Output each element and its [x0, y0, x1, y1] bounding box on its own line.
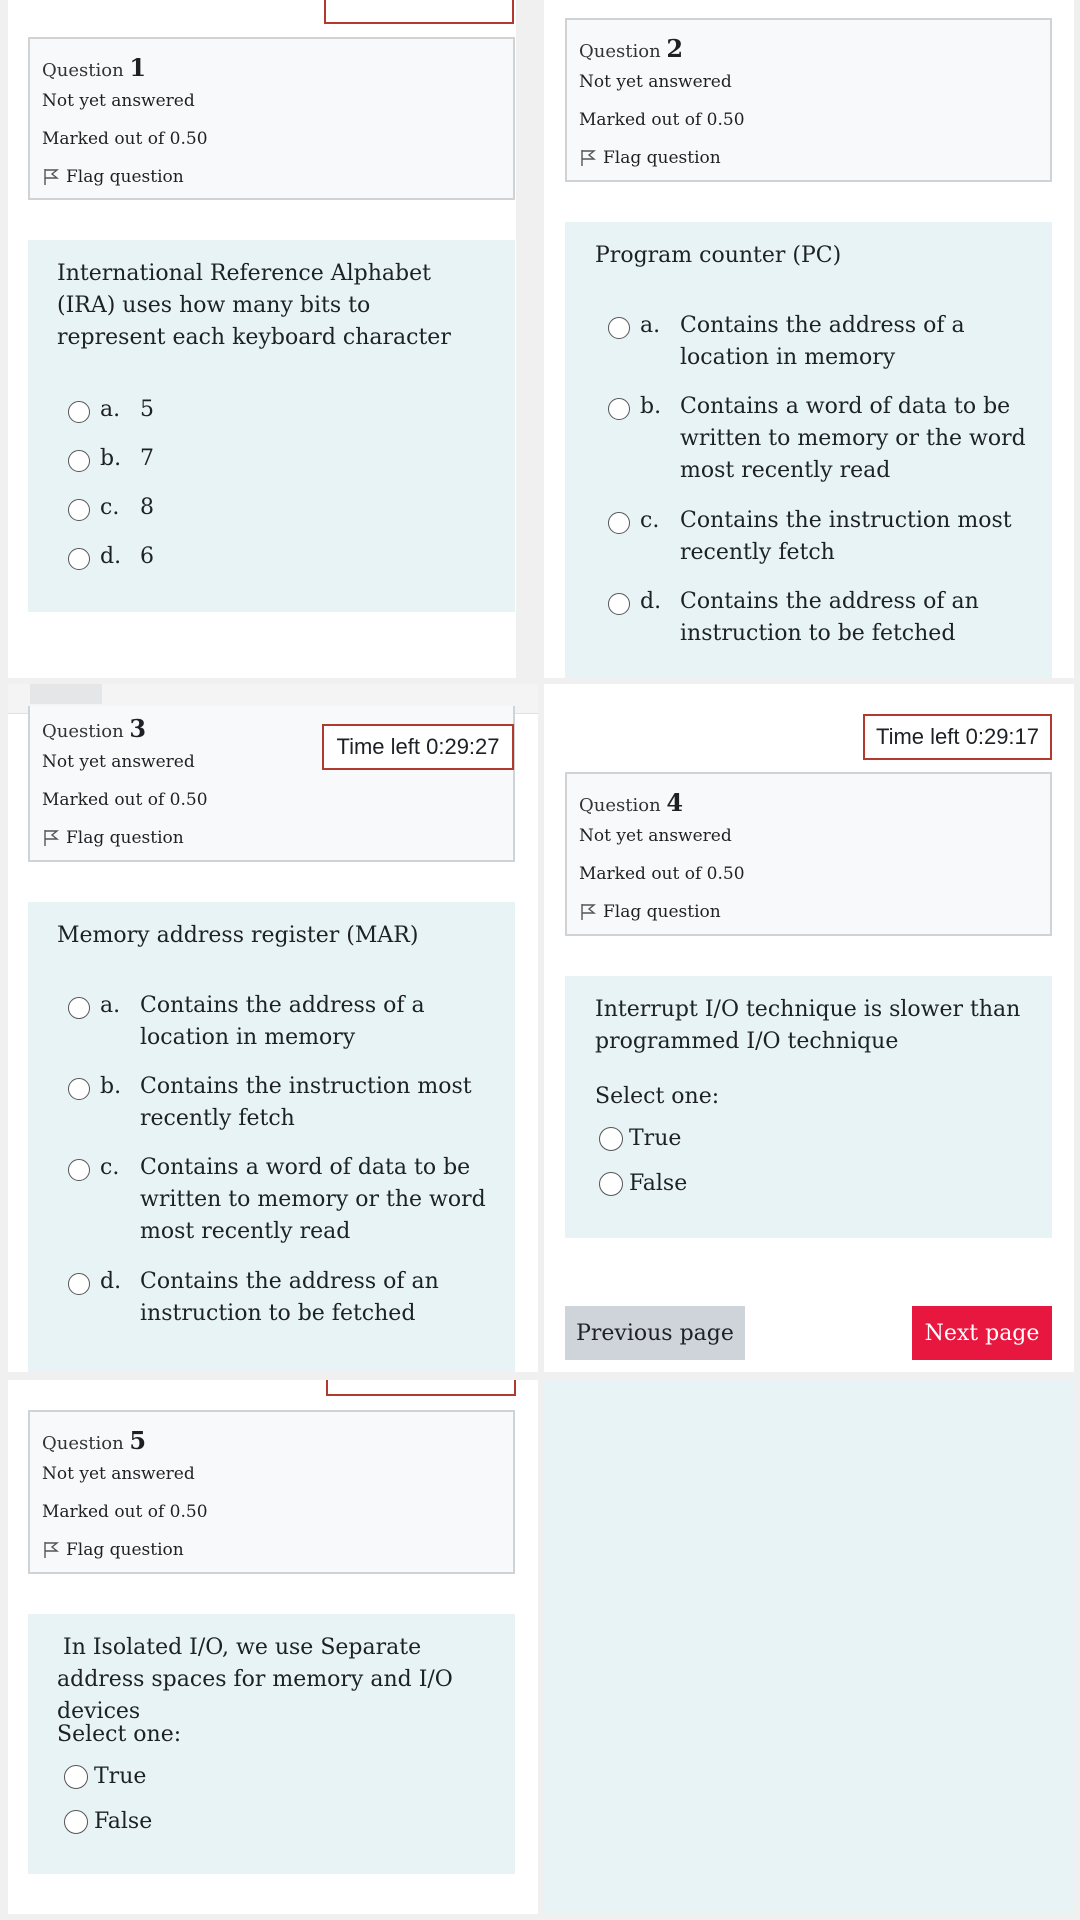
radio-button[interactable] [68, 997, 90, 1019]
question-content [565, 976, 1052, 1238]
question-info-box [28, 1410, 515, 1574]
empty-question-area [544, 1380, 1074, 1914]
question-content [28, 1614, 515, 1874]
question-text: Program counter (PC) [595, 243, 842, 268]
answer-option-b[interactable]: b. Contains a word of data to be written to memory or the word most recently read [608, 391, 1038, 487]
flag-icon [42, 829, 60, 847]
answer-option-b[interactable]: b. Contains the instruction most recently fetch [68, 1071, 498, 1135]
question-info-box [565, 772, 1052, 936]
flag-question-link[interactable]: Flag question [42, 167, 184, 187]
true-option[interactable]: True [64, 1764, 146, 1789]
radio-button[interactable] [608, 593, 630, 615]
radio-button[interactable] [68, 1078, 90, 1100]
true-option[interactable]: True [599, 1126, 681, 1151]
question-marks: Marked out of 0.50 [42, 1502, 208, 1522]
flag-icon [579, 903, 597, 921]
radio-button[interactable] [68, 548, 90, 570]
answer-option-b[interactable]: b. 7 [68, 443, 488, 475]
radio-button[interactable] [64, 1810, 88, 1834]
question-text: In Isolated I/O, we use Separate address spaces for memory and I/O devices [57, 1635, 453, 1724]
false-option[interactable]: False [64, 1809, 152, 1834]
question-number: Question 3 [42, 714, 147, 743]
answer-option-a[interactable]: a. Contains the address of a location in memory [608, 310, 1038, 374]
flag-question-link[interactable]: Flag question [579, 148, 721, 168]
radio-button[interactable] [68, 1273, 90, 1295]
screenshot-panel-q5 [8, 1380, 538, 1914]
question-content [28, 902, 515, 1372]
question-info-box [565, 18, 1052, 182]
question-state: Not yet answered [42, 1464, 195, 1484]
timer-box-clipped [326, 1380, 516, 1396]
question-marks: Marked out of 0.50 [42, 790, 208, 810]
question-number: Question 5 [42, 1426, 147, 1455]
question-number: Question 4 [579, 788, 684, 817]
flag-question-link[interactable]: Flag question [42, 1540, 184, 1560]
radio-button[interactable] [599, 1127, 623, 1151]
screenshot-panel-q3 [8, 684, 538, 1372]
answer-option-c[interactable]: c. Contains a word of data to be written to memory or the word most recently read [68, 1152, 498, 1248]
flag-question-link[interactable]: Flag question [579, 902, 721, 922]
question-content [28, 240, 515, 612]
next-page-button[interactable]: Next page [912, 1306, 1052, 1360]
answer-option-d[interactable]: d. Contains the address of an instruction to be fetched [608, 586, 1038, 650]
false-option[interactable]: False [599, 1171, 687, 1196]
select-one-label: Select one: [595, 1084, 720, 1109]
timer-box: Time left 0:29:27 [322, 724, 514, 770]
answer-option-d[interactable]: d. 6 [68, 541, 488, 573]
select-one-label: Select one: [57, 1722, 182, 1747]
toolbar-remnant-tab [30, 684, 102, 704]
timer-box-clipped [324, 0, 514, 24]
previous-page-button[interactable]: Previous page [565, 1306, 745, 1360]
answer-option-c[interactable]: c. Contains the instruction most recently fetch [608, 505, 1038, 569]
flag-icon [42, 1541, 60, 1559]
radio-button[interactable] [608, 512, 630, 534]
question-info-box [28, 37, 515, 200]
radio-button[interactable] [608, 398, 630, 420]
question-marks: Marked out of 0.50 [579, 110, 745, 130]
answer-option-a[interactable]: a. Contains the address of a location in memory [68, 990, 498, 1054]
answer-option-a[interactable]: a. 5 [68, 394, 488, 426]
answer-option-c[interactable]: c. 8 [68, 492, 488, 524]
question-state: Not yet answered [42, 91, 195, 111]
question-number: Question 1 [42, 53, 147, 82]
radio-button[interactable] [599, 1172, 623, 1196]
radio-button[interactable] [608, 317, 630, 339]
radio-button[interactable] [68, 1159, 90, 1181]
flag-icon [42, 168, 60, 186]
question-state: Not yet answered [579, 826, 732, 846]
question-marks: Marked out of 0.50 [579, 864, 745, 884]
radio-button[interactable] [68, 499, 90, 521]
question-content [565, 222, 1052, 678]
screenshot-panel-q2 [544, 0, 1074, 678]
question-text: Memory address register (MAR) [57, 923, 419, 948]
screenshot-panel-q4 [544, 684, 1074, 1372]
question-state: Not yet answered [579, 72, 732, 92]
flag-icon [579, 149, 597, 167]
timer-box: Time left 0:29:17 [863, 714, 1052, 760]
radio-button[interactable] [68, 450, 90, 472]
question-marks: Marked out of 0.50 [42, 129, 208, 149]
radio-button[interactable] [64, 1765, 88, 1789]
flag-question-link[interactable]: Flag question [42, 828, 184, 848]
answer-option-d[interactable]: d. Contains the address of an instruction to be fetched [68, 1266, 498, 1330]
screenshot-panel-q1 [8, 0, 516, 678]
question-state: Not yet answered [42, 752, 195, 772]
question-text: International Reference Alphabet (IRA) uses how many bits to represent each keyboard character [57, 261, 451, 350]
question-text: Interrupt I/O technique is slower than programmed I/O technique [595, 997, 1021, 1054]
radio-button[interactable] [68, 401, 90, 423]
question-number: Question 2 [579, 34, 684, 63]
